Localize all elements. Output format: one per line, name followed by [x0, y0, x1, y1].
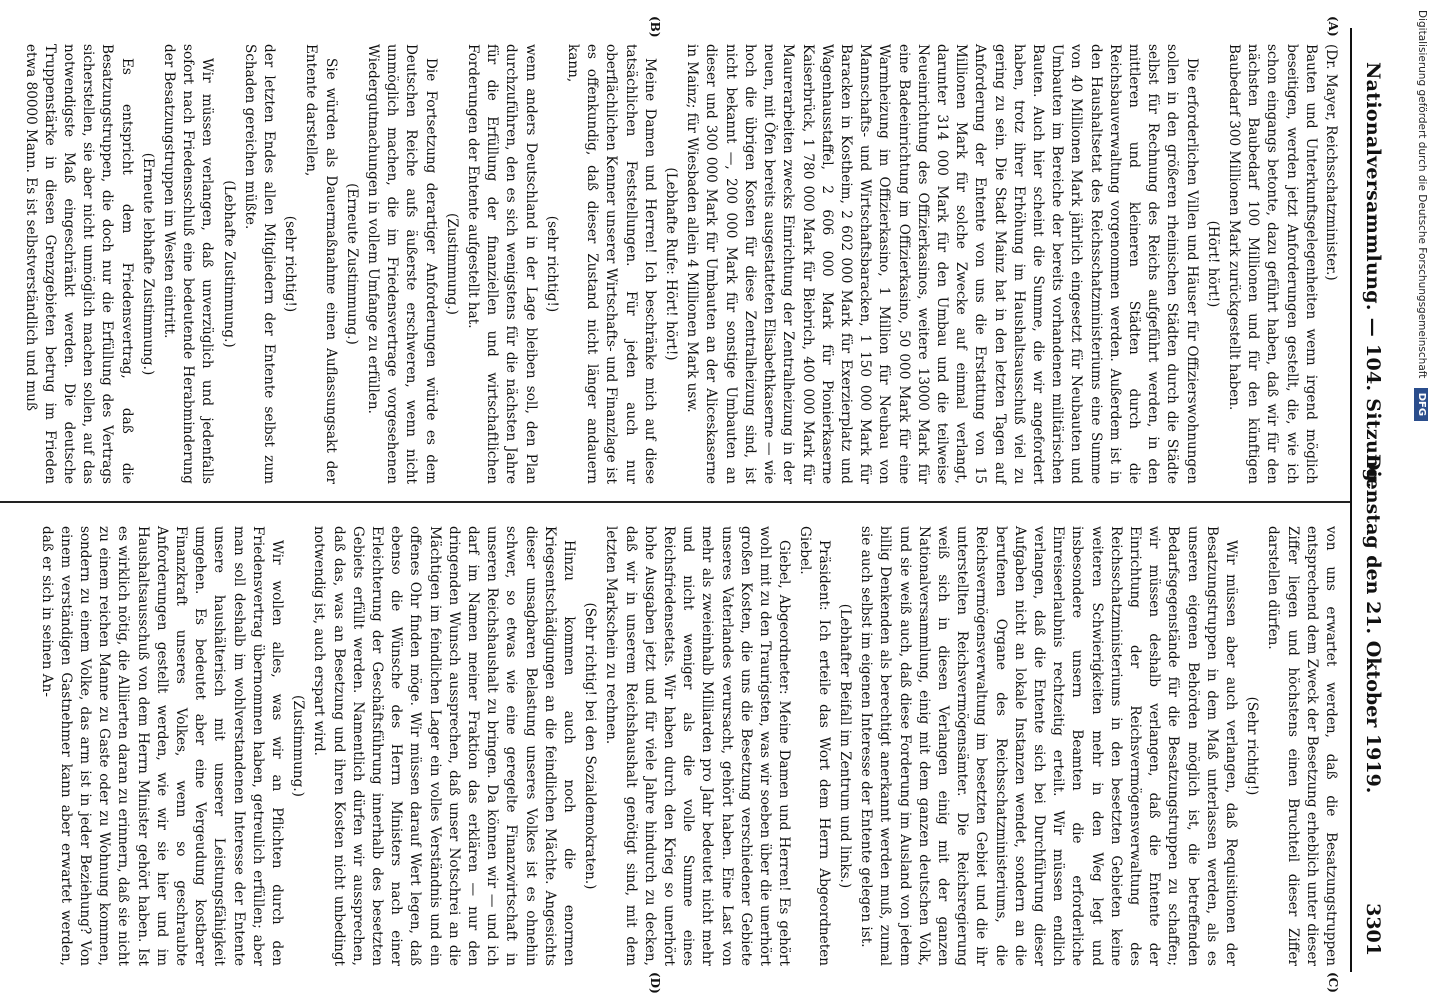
column-divider [0, 501, 1350, 503]
interjection: (sehr richtig!) [543, 215, 560, 313]
left-column [19, 44, 1340, 484]
paragraph: Wir wollen alles, was wir an Pflichten durch den Friedensvertrag übernommen haben, getreulich erfüllen; aber man soll deshalb im wohlverstandenen Interesse der Entente unsere haushälterisch mit unserer Leistungsfähigkeit umgehen. Es bedeutet aber eine Vergeudung kostbarer Finanzkraft unseres Volkes, wenn so geschraubte Anforderungen gestellt werden, wie wir sie hier und im Haushaltsausschuß von dem Herrn Minister gehört haben. Ist es wirklich nötig, die Alliierten daran zu erinnern, daß sie nicht zu einem reichen Manne zu Gaste oder zu Wohnung kommen, sondern zu einem Volke, das arm ist in jeder Beziehung? Von einem verständigen Gastnehmer kann aber erwartet werden, daß er sich in seinen An- [38, 526, 286, 966]
margin-marker-b: (B) [648, 16, 662, 38]
dfg-logo: DFG [1414, 388, 1428, 421]
interjection: (Erneute Zustimmung.) [343, 183, 360, 345]
paragraph: Sie würden als Dauermaßnahme einen Auflassungsakt der Entente darstellen, [303, 44, 339, 484]
paragraph: Wir müssen aber auch verlangen, daß Requisitionen der Besatzungstruppen in dem Maß unterlassen werden, als es unseren eigenen Behörden möglich ist, die betreffenden Bedarfsgegenstände für die Besatzungstruppen zu schaffen; wir müssen deshalb verlangen, daß die Entente der Einrichtung der Reichsvermögensverwaltung des Reichsschatzministeriums in den besetzten Gebieten keine weiteren Schwierigkeiten mehr in den Weg legt und insbesondere unsern Beamten die erforderliche Einreiseerlaubnis rechtzeitig erteilt. Wir müssen endlich verlangen, daß die Entente sich bei Durchführung dieser Aufgaben nicht an lokale Instanzen wendet, sondern an die berufenen Organe des Reichsschatzministeriums, die Reichsvermögensverwaltung im besetzten Gebiet und die ihr unterstellten Reichsvermögensämter. Die Reichsregierung weiß sich in diesen Verlangen einig mit der ganzen Nationalversammlung, einig mit dem ganzen deutschen Volk, und sie weiß auch, daß diese Forderung im Ausland von jedem billig Denkenden als berechtigt anerkannt werden muß, zumal sie auch selbst im eigenen Interesse der Entente gelegen ist. [858, 526, 1239, 966]
header-rule [1350, 28, 1352, 972]
digitization-note-text: Digitalisierung gefördert durch die Deutsche Forschungsgemeinschaft [1416, 10, 1428, 379]
interjection: (Lebhafter Beifall im Zentrum und links.) [836, 603, 853, 889]
margin-marker-c: (C) [1326, 972, 1340, 993]
interjection: (Sehr richtig!) [1244, 696, 1261, 796]
right-column [35, 526, 1340, 966]
header-date: Dienstag den 21. Oktober 1919. [1362, 454, 1384, 794]
margin-marker-a: (A) [1326, 16, 1340, 37]
president-remark: Präsident: Ich erteile das Wort dem Herrn Abgeordneten Giebel. [796, 526, 832, 966]
paragraph: Hinzu kommen auch noch die enormen Kriegsentschädigungen an die feindlichen Mächte. Angesichts dieser unsagbaren Belastung unseres Volkes ist es ohnehin schwer, so etwas wie eine geregelte Finanzwirtschaft in unseren Reichshaushalt zu bringen. Da können wir — und ich darf im Namen meiner Fraktion das erklären — nur den dringenden Wunsch aussprechen, daß unser Notschrei an die Mächtigen im feindlichen Lager ein volles Verständnis und ein offenes Ohr finden möge. Wir müssen darauf Wert legen, daß ebenso die Wünsche des Herrn Ministers nach einer Erleichterung der Geschäftsführung innerhalb des besetzten Gebiets erfüllt werden. Namentlich dürfen wir aussprechen, daß das, was an Besetzung und ihren Kosten nicht unbedingt notwendig ist, auch erspart wird. [311, 526, 578, 966]
paragraph: Die erforderlichen Villen und Häuser für Offizierswohnungen sollen in den größeren rheinischen Städten durch die Städte selbst für Rechnung des Reichs aufgeführt werden, in den mittleren und kleineren Städten durch die Reichsbauverwaltung vorgenommen werden. Außerdem ist in den Haushaltsetat des Reichsschatzministeriums eine Summe von 40 Millionen Mark jährlich eingesetzt für Neubauten und Umbauten im Bereiche der bereits vorhandenen militärischen Bauten. Auch hier scheint die Summe, die wir angefordert haben, trotz ihrer Erhöhung im Haushaltsausschuß viel zu gering zu sein. Die Stadt Mainz hat in den letzten Tagen auf Anforderung der Entente von uns die Erstattung von 15 Millionen Mark für solche Zwecke auf einmal verlangt, darunter 314 000 Mark für den Umbau und die teilweise Neueinrichtung des Offizierkasinos, weitere 13000 Mark für eine Badeeinrichtung im Offizierkasino, 50 000 Mark für eine Warmheizung im Offizierkasino, 1 Million für Neubau von Mannschafts- und Wirtschaftsbaracken, 1 150 000 Mark für Baracken in Kostheim, 2 602 000 Mark für Exerzierplatz und Wagenhausstaffel, 2 606 000 Mark für Pionierkaserne Kaiserbrück, 1 780 000 Mark für Biebrich, 400 000 Mark für Maurerarbeiten zwecks Einrichtung der Zentralheizung in der neuen, mit Öfen bereits ausgestatteten Elisabethkaserne — wie hoch die übrigen Kosten für diese Zentralheizung sind, ist nicht bekannt —, 200 000 Mark für sonstige Umbauten an dieser und 300 000 Mark für Umbauten an der Aliceskaserne in Mainz; für Wiesbaden allein 4 Millionen Mark usw. [684, 44, 1200, 484]
paragraph: Bauten und Unterkunftsgelegenheiten wenn irgend möglich beseitigen, werden jetzt Anforderungen gestellt, die, wie ich schon eingangs betonte, dazu geführt haben, daß wir für den nächsten Baubedarf 100 Millionen und für den künftigen Baubedarf 300 Millionen Mark zurückgestellt haben. [1225, 44, 1319, 484]
paragraph: von uns erwartet werden, daß die Besatzungstruppen entsprechend dem Zweck der Besetzung erheblich unter dieser Ziffer liegen und höchstens einen Bruchteil dieser Ziffer darstellen dürfen. [1265, 526, 1339, 966]
paragraph: wenn anders Deutschland in der Lage bleiben soll, den Plan durchzuführen, den es sich wenigstens für die nächsten Jahre für die Erfüllung der finanziellen und wirtschaftlichen Forderungen der Entente aufgestellt hat. [465, 44, 539, 484]
interjection: (Lebhafte Zustimmung.) [220, 180, 237, 348]
paragraph: Es entspricht dem Friedensvertrag, daß die Besatzungstruppen, die doch nur die Erfüllung des Vertrags sicherstellen, sie aber nicht unmöglich machen sollen, auf das notwendigste Maß eingeschränkt werden. Die deutsche Truppenstärke in diesen Grenzgebieten betrug im Frieden etwa 80000 Mann. Es ist selbstverständlich und muß [22, 44, 135, 484]
interjection: (sehr richtig!) [282, 215, 299, 313]
interjection: (Erneute lebhafte Zustimmung.) [139, 152, 156, 376]
paragraph: Giebel, Abgeordneter: Meine Damen und Herren! Es gehört wohl mit zu den Traurigsten, was wir soeben über die unerhört großen Kosten, die uns die Besetzung verschiedener Gebiete unseres Vaterlandes verursacht, gehört haben. Eine Last von mehr als zweieinhalb Milliarden pro Jahr bedeutet nicht mehr und nicht weniger als die volle Summe eines Reichsfriedensetats. Wir haben durch den Krieg so unerhört hohe Ausgaben jetzt und für viele Jahre hindurch zu decken, daß wir in unserem Reichshaushalt genötigt sind, mit dem letzten Markschein zu rechnen. [603, 526, 793, 966]
digitization-note [1412, 10, 1432, 990]
interjection: (Sehr richtig! bei den Sozialdemokraten.) [582, 602, 599, 890]
interjection: (Hört! hört!) [1204, 220, 1221, 308]
interjection: (Zustimmung.) [443, 213, 460, 315]
paragraph: Meine Damen und Herren! Ich beschränke mich auf diese tatsächlichen Feststellungen. Für jeden auch nur oberflächlichen Kenner unserer Wirtschafts- und Finanzlage ist es offenkundig, daß dieser Zustand nicht länger andauern kann, [565, 44, 658, 484]
speaker-line: (Dr. Mayer, Reichsschatzminister.) [1323, 44, 1339, 281]
header-title: Nationalversammlung. — 104. Sitzung. [1362, 62, 1384, 489]
paragraph: Die Fortsetzung derartiger Anforderungen würde es dem Deutschen Reiche aufs äußerste erschweren, wenn nicht unmöglich machen, die im Friedensvertrage vorgesehenen Wiedergutmachungen in vollem Umfange zu erfüllen. [365, 44, 439, 484]
margin-marker-d: (D) [648, 972, 662, 994]
interjection: (Lebhafte Rufe: Hört! hört!) [663, 167, 680, 361]
page-header [1346, 14, 1392, 986]
paragraph: Wir müssen verlangen, daß unverzüglich und jedenfalls sofort nach Friedensschluß eine bedeutende Herabminderung der Besatzungstruppen im Westen eintritt. [161, 44, 216, 484]
page-number: 3301 [1362, 903, 1384, 956]
paragraph: der letzten Endes allen Mitgliedern der Entente selbst zum Schaden gereichen müßte. [241, 44, 278, 484]
interjection: (Zustimmung.) [290, 695, 307, 797]
